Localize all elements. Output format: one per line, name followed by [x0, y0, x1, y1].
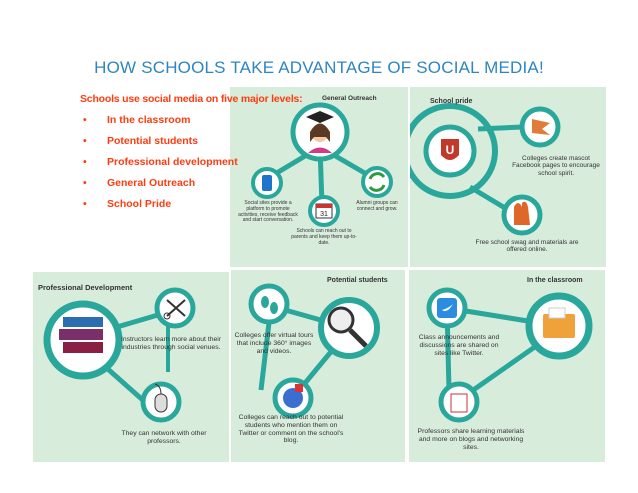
slide-title: HOW SCHOOLS TAKE ADVANTAGE OF SOCIAL MEDIA!: [94, 58, 544, 77]
swag-caption: Free school swag and materials are offered online.: [475, 239, 579, 254]
general-outreach-title: General Outreach: [322, 95, 377, 102]
potential-students-panel: [231, 270, 405, 462]
list-item: • Potential students: [80, 135, 302, 147]
calendar-caption: Schools can reach out to parents and keep them up-to-date.: [291, 228, 357, 246]
school-pride-panel: [410, 87, 606, 267]
list-item: • School Pride: [80, 198, 302, 210]
twitter-icon: [437, 298, 457, 318]
network-caption: They can network with other professors.: [121, 430, 207, 445]
list-item: • General Outreach: [80, 177, 302, 189]
school-pride-title: School pride: [430, 98, 473, 105]
list-item: • In the classroom: [80, 114, 302, 126]
documents-icon: [451, 394, 467, 412]
alumni-caption: Alumni groups can connect and grow.: [356, 200, 398, 212]
list-item: • Professional development: [80, 156, 302, 168]
professional-development-title: Professional Development: [38, 283, 133, 292]
professional-development-panel: [33, 272, 229, 462]
reach-caption: Colleges can reach out to potential students who mention them on Twitter or comment on the school's blog.: [238, 414, 344, 445]
calendar-number: 31: [320, 211, 328, 218]
phone-caption: Social sites provide a platform to promote activities, receive feedback and start conversation.: [238, 200, 298, 224]
potential-students-title: Potential students: [327, 277, 388, 284]
magnifier-icon: [329, 308, 353, 332]
share-caption: Professors share learning materials and more on blogs and networking sites.: [417, 428, 525, 451]
intro-block: [80, 93, 302, 210]
classroom-panel: [409, 270, 605, 462]
shield-letter: U: [445, 143, 455, 157]
tweet-caption: Instructors learn more about their industries through social venues.: [120, 336, 222, 351]
books-icon: [59, 317, 103, 356]
classroom-title: In the classroom: [527, 277, 583, 284]
tours-caption: Colleges offer virtual tours that include 360° images and videos.: [234, 332, 314, 355]
twitter-caption: Class announcements and discussions are shared on sites like Twitter.: [418, 334, 500, 357]
level-list: [80, 114, 302, 210]
mascot-caption: Colleges create mascot Facebook pages to encourage school spirit.: [512, 155, 600, 177]
intro-heading: Schools use social media on five major levels:: [80, 93, 303, 105]
